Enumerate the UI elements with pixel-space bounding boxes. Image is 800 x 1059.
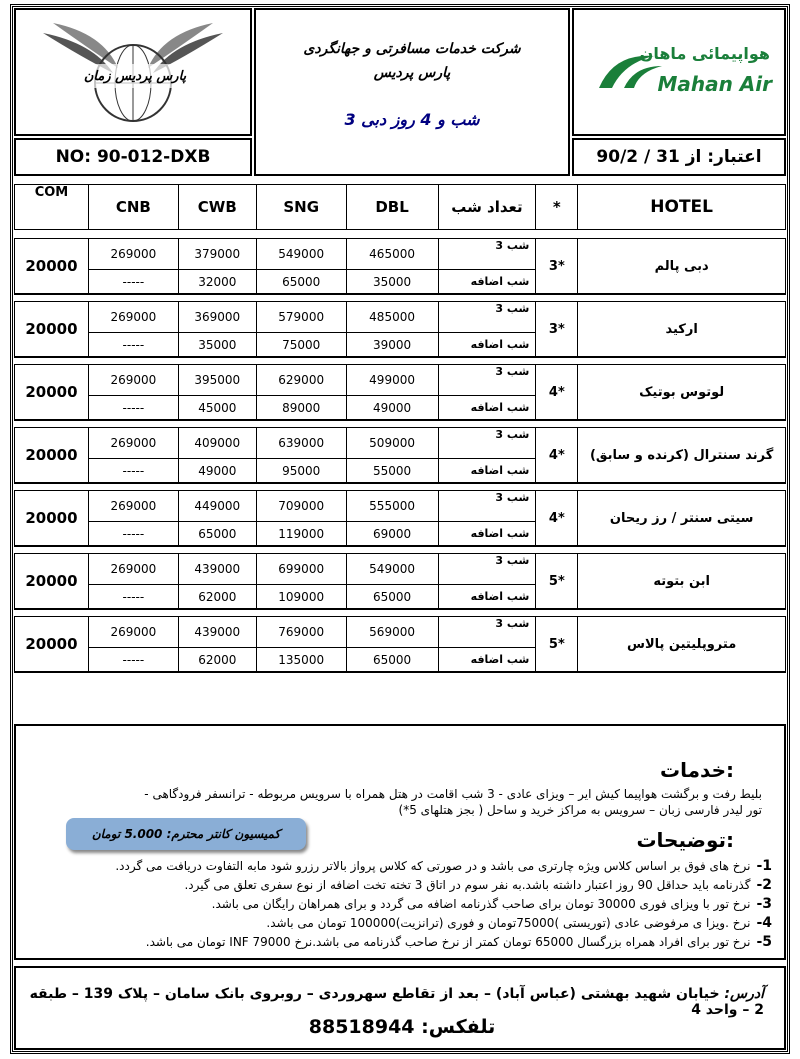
cnb-extra-cell: ----- [88,585,178,610]
hotel-name: دبی پالم [578,239,786,295]
note-item [24,915,772,931]
table-row [15,428,786,459]
note-number: 3- [756,896,772,912]
sng-extra-cell: 75000 [256,333,346,358]
notes-section [14,724,786,960]
hotel-name: متروپلیتین پالاس [578,617,786,673]
cwb-extra-cell: 62000 [178,585,256,610]
note-item [24,877,772,893]
table-header-row [15,185,786,230]
star-cell: 5* [536,554,578,610]
dbl-cell: 465000 [346,239,438,270]
services-line-1: بلیط رفت و برگشت هواپیما کیش ایر – ویزای عادی - 3 شب اقامت در هتل همراه با سرویس مربوطه - ترانسفر فرودگاهی - [144,787,762,801]
telefax [16,1016,788,1038]
sng-extra-cell: 65000 [256,270,346,295]
hotel-name: ارکید [578,302,786,358]
table-row [15,302,786,333]
extra-night-cell: شب اضافه [438,459,536,484]
table-row [15,365,786,396]
star-cell: 3* [536,239,578,295]
star-cell: 5* [536,617,578,673]
dbl-extra-cell: 69000 [346,522,438,547]
cwb-cell: 439000 [178,554,256,585]
price-table [14,184,786,673]
extra-night-cell: شب اضافه [438,270,536,295]
dbl-extra-cell: 35000 [346,270,438,295]
nights-cell: 3 شب [438,239,536,270]
cnb-extra-cell: ----- [88,648,178,673]
extra-night-cell: شب اضافه [438,333,536,358]
star-cell: 3* [536,302,578,358]
cnb-cell: 269000 [88,554,178,585]
col-header-cwb: CWB [178,185,256,230]
company-name-2: پارس پردیس [373,65,451,81]
extra-night-cell: شب اضافه [438,396,536,421]
col-header-cnb: CNB [88,185,178,230]
nights-cell: 3 شب [438,617,536,648]
col-header-star: * [536,185,578,230]
extra-night-cell: شب اضافه [438,648,536,673]
col-header-nights: تعداد شب [438,185,536,230]
nights-cell: 3 شب [438,428,536,459]
note-text: نرخ تور برای افراد همراه بزرگسال 65000 تومان کمتر از نرخ صاحب گذرنامه می باشد.نرخ INF 79000 تومان می باشد. [145,935,751,949]
cnb-cell: 269000 [88,239,178,270]
cwb-cell: 439000 [178,617,256,648]
nights-cell: 3 شب [438,302,536,333]
dbl-cell: 485000 [346,302,438,333]
com-cell: 20000 [15,617,89,673]
dbl-extra-cell: 39000 [346,333,438,358]
fax-label: تلفکس: [421,1016,496,1038]
hotel-name: سیتی سنتر / رز ریحان [578,491,786,547]
note-number: 5- [756,934,772,950]
table-row [15,491,786,522]
sng-cell: 629000 [256,365,346,396]
cnb-extra-cell: ----- [88,333,178,358]
extra-night-cell: شب اضافه [438,585,536,610]
sng-cell: 709000 [256,491,346,522]
cwb-cell: 379000 [178,239,256,270]
cwb-extra-cell: 35000 [178,333,256,358]
agency-logo-text: پارس پردیس زمان [40,64,230,88]
sng-extra-cell: 119000 [256,522,346,547]
extra-night-cell: شب اضافه [438,522,536,547]
note-item [24,934,772,950]
table-row [15,617,786,648]
com-cell: 20000 [15,302,89,358]
dbl-cell: 555000 [346,491,438,522]
cwb-extra-cell: 65000 [178,522,256,547]
nights-cell: 3 شب [438,365,536,396]
trip-title: 3 شب و 4 روز دبی [344,110,480,129]
company-name: شرکت خدمات مسافرتی و جهانگردی [303,41,521,57]
notes-title: توضیحات: [636,828,734,852]
airline-logo-box [572,8,786,136]
cwb-extra-cell: 45000 [178,396,256,421]
cwb-extra-cell: 49000 [178,459,256,484]
sng-extra-cell: 95000 [256,459,346,484]
hotel-name: لوتوس بوتیک [578,365,786,421]
com-cell: 20000 [15,428,89,484]
cwb-cell: 409000 [178,428,256,459]
footer [14,966,786,1050]
com-cell: 20000 [15,554,89,610]
cnb-cell: 269000 [88,428,178,459]
fax-number: 88518944 [308,1016,415,1038]
cnb-extra-cell: ----- [88,396,178,421]
address [24,986,764,1018]
dbl-cell: 499000 [346,365,438,396]
sng-extra-cell: 109000 [256,585,346,610]
sng-cell: 639000 [256,428,346,459]
program-number: NO: 90-012-DXB [14,138,252,176]
hotel-name: گرند سنترال (کرنده و سابق) [578,428,786,484]
star-cell: 4* [536,428,578,484]
address-text: خیابان شهید بهشتی (عباس آباد) – بعد از تقاطع سهروردی – روبروی بانک سامان – پلاک 139 – طبقه 2 – واحد 4 [29,986,764,1018]
cnb-extra-cell: ----- [88,459,178,484]
cwb-cell: 449000 [178,491,256,522]
cnb-extra-cell: ----- [88,270,178,295]
note-number: 2- [756,877,772,893]
cnb-cell: 269000 [88,302,178,333]
com-cell: 20000 [15,239,89,295]
dbl-cell: 549000 [346,554,438,585]
note-item [24,896,772,912]
table-row [15,554,786,585]
hotel-name: ابن بتوته [578,554,786,610]
table-row [15,239,786,270]
sng-cell: 699000 [256,554,346,585]
note-text: نرخ های فوق بر اساس کلاس ویژه چارتری می باشد و در صورتی که کلاس پرواز بالاتر رزرو شود مابه التفاوت دریافت می گردد. [115,859,751,873]
com-cell: 20000 [15,491,89,547]
note-text: نرخ تور با ویزای فوری 30000 تومان برای صاحب گذرنامه اضافه می گردد و برای همراهان رایگان می باشد. [211,897,751,911]
cnb-cell: 269000 [88,491,178,522]
cwb-cell: 395000 [178,365,256,396]
note-number: 4- [756,915,772,931]
col-header-com: COM [15,185,89,230]
col-header-dbl: DBL [346,185,438,230]
sng-cell: 769000 [256,617,346,648]
dbl-extra-cell: 65000 [346,648,438,673]
address-label: آدرس: [724,986,764,1002]
com-cell: 20000 [15,365,89,421]
dbl-extra-cell: 65000 [346,585,438,610]
cwb-cell: 369000 [178,302,256,333]
cnb-cell: 269000 [88,617,178,648]
services-line-2: تور لیدر فارسی زبان – سرویس به مراکز خرید و ساحل ( بجز هتلهای 5*) [398,803,762,817]
col-header-sng: SNG [256,185,346,230]
header-company-box [254,8,570,176]
dbl-cell: 569000 [346,617,438,648]
dbl-extra-cell: 49000 [346,396,438,421]
sng-extra-cell: 89000 [256,396,346,421]
note-text: گذرنامه باید حداقل 90 روز اعتبار داشته باشد.به نفر سوم در اتاق 3 تخته تخت اضافه از نوع سفری تعلق می گیرد. [184,878,751,892]
dbl-cell: 509000 [346,428,438,459]
nights-cell: 3 شب [438,554,536,585]
cwb-extra-cell: 62000 [178,648,256,673]
sng-extra-cell: 135000 [256,648,346,673]
cnb-cell: 269000 [88,365,178,396]
col-header-hotel: HOTEL [578,185,786,230]
cnb-extra-cell: ----- [88,522,178,547]
nights-cell: 3 شب [438,491,536,522]
dbl-extra-cell: 55000 [346,459,438,484]
sng-cell: 549000 [256,239,346,270]
sng-cell: 579000 [256,302,346,333]
note-item [24,858,772,874]
validity-date: اعتبار: از 31 / 90/2 [572,138,786,176]
services-title: خدمات: [660,758,734,782]
airline-name-en: Mahan Air [657,72,772,96]
airline-name-fa: هواپیمائی ماهان [639,44,770,63]
note-number: 1- [756,858,772,874]
star-cell: 4* [536,365,578,421]
cwb-extra-cell: 32000 [178,270,256,295]
note-text: نرخ .ویزا ی مرفوضی عادی (توریستی )75000تومان و فوری (ترانزیت)100000 تومان می باشد. [266,916,751,930]
commission-badge: کمیسیون کانتر محترم: 5.000 تومان [66,818,306,850]
star-cell: 4* [536,491,578,547]
